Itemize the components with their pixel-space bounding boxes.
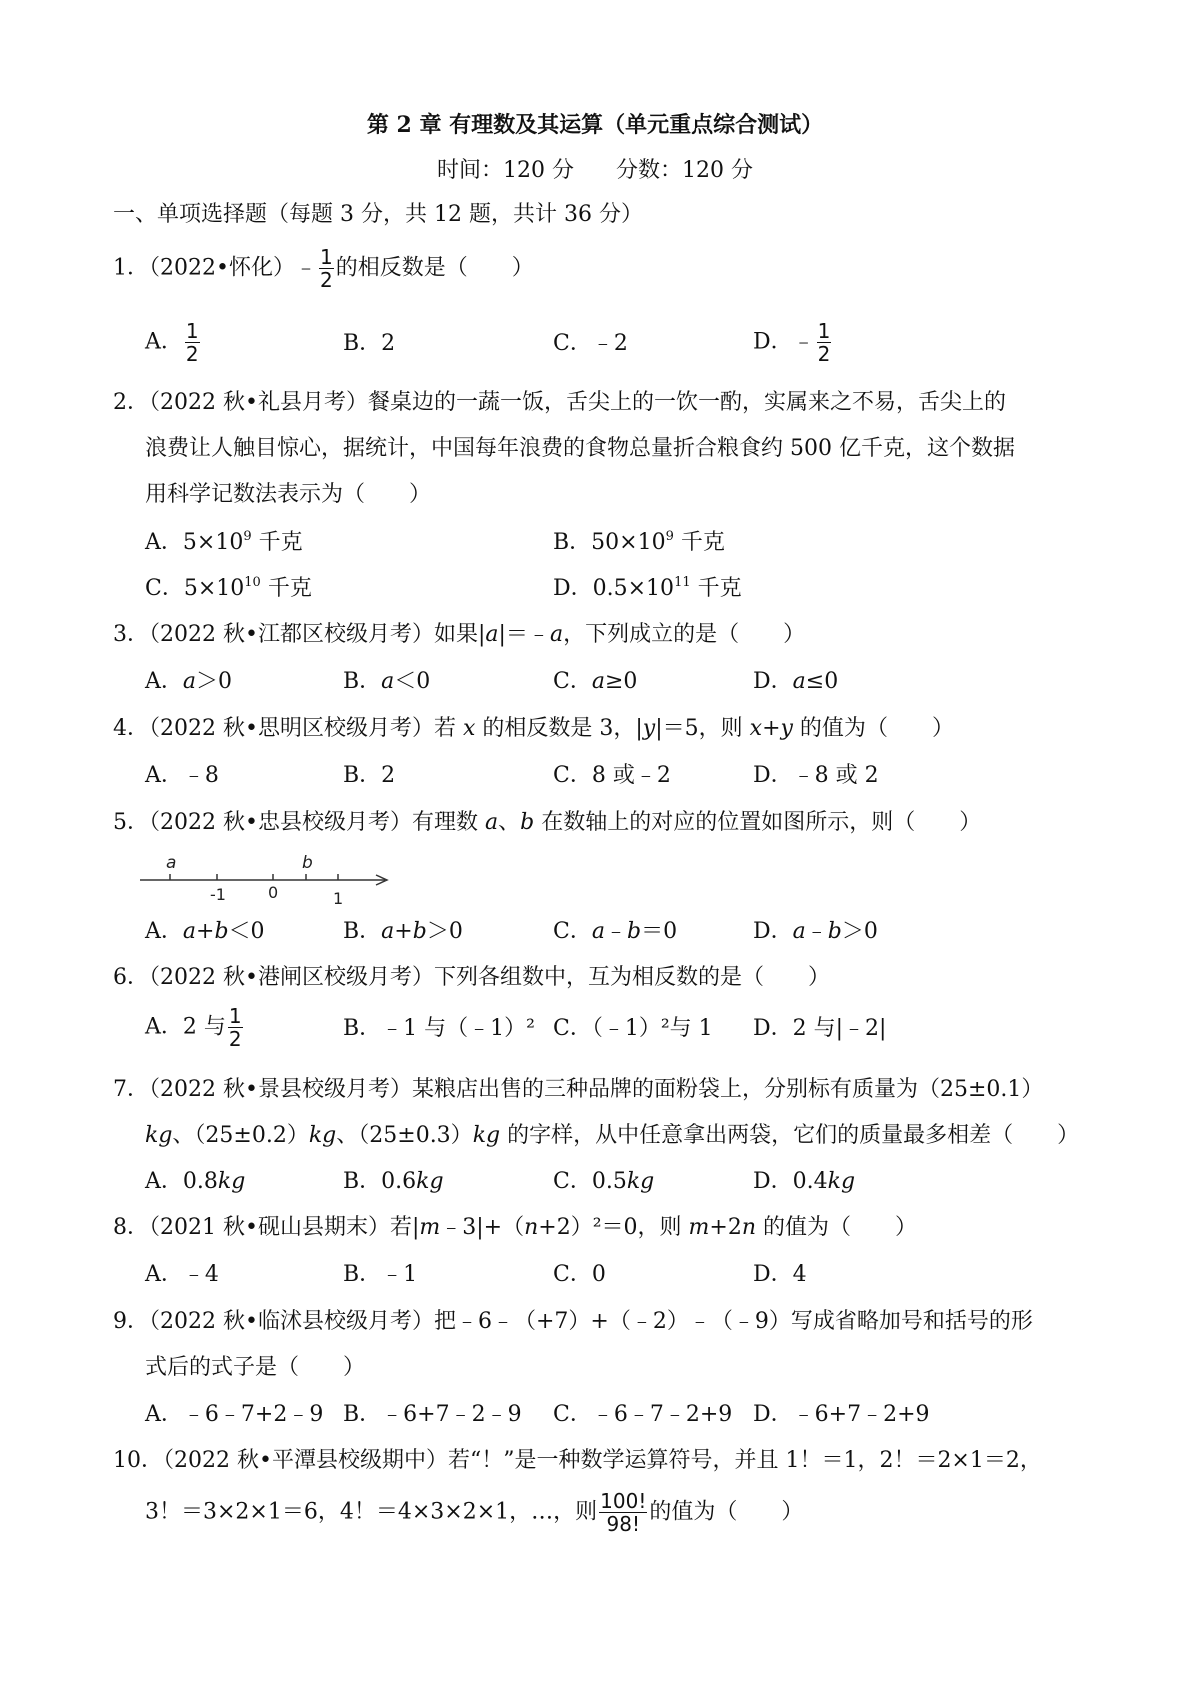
q10-text-2: 3！＝3×2×1＝6，4！＝4×3×2×1，…，则 bbox=[145, 1499, 598, 1525]
q9-text-2: 式后的式子是 bbox=[145, 1355, 278, 1380]
q8-text: 的值为 bbox=[756, 1215, 830, 1240]
operator: + bbox=[196, 919, 215, 944]
q3-text: 如果| bbox=[433, 622, 486, 647]
unit-kg: kg bbox=[416, 1169, 444, 1194]
option-text: 8 或﹣2 bbox=[591, 763, 671, 788]
value: 0.4 bbox=[792, 1169, 828, 1194]
q9-line-1 bbox=[113, 1307, 1033, 1337]
option-text: ﹣8 或 2 bbox=[792, 763, 879, 788]
var-a: a bbox=[792, 669, 806, 694]
var-a: a bbox=[591, 919, 605, 944]
unit: 千克 bbox=[260, 576, 312, 601]
option-text: ﹣4 bbox=[182, 1262, 219, 1287]
relation: ＜0 bbox=[394, 669, 431, 694]
question-8 bbox=[113, 1213, 917, 1243]
q8-option-a[interactable] bbox=[145, 1260, 219, 1290]
q5-option-c[interactable] bbox=[553, 917, 677, 947]
q5-source: （2022 秋•忠县校级月考） bbox=[149, 810, 412, 835]
option-label: C． bbox=[553, 1262, 592, 1287]
q5-number: 5． bbox=[113, 810, 149, 835]
var-y: y bbox=[780, 716, 793, 741]
q2-text-1: （2022 秋•礼县月考）餐桌边的一蔬一饭，舌尖上的一饮一酌，实属来之不易，舌尖上的 bbox=[149, 390, 1006, 415]
unit-kg: kg bbox=[217, 1169, 246, 1194]
q1-option-d-fraction bbox=[817, 320, 832, 365]
option-text: 2 与 bbox=[182, 1014, 226, 1040]
var-b: b bbox=[827, 919, 842, 944]
q8-option-b[interactable] bbox=[343, 1260, 417, 1290]
var-a: a bbox=[549, 622, 564, 647]
option-label: D． bbox=[753, 919, 793, 944]
q4-option-a[interactable] bbox=[145, 761, 219, 791]
q4-text: 的相反数是 3，| bbox=[475, 716, 643, 741]
option-label: A． bbox=[145, 329, 183, 355]
q1-option-d[interactable] bbox=[753, 320, 833, 365]
q3-option-a[interactable] bbox=[145, 667, 232, 697]
option-text: ﹣6+7﹣2+9 bbox=[792, 1402, 930, 1427]
option-label: A． bbox=[145, 1169, 183, 1194]
option-label: A． bbox=[145, 1402, 183, 1427]
option-label: D． bbox=[753, 669, 793, 694]
unit-kg: kg bbox=[827, 1169, 856, 1194]
q4-text: |＝5，则 bbox=[655, 716, 750, 741]
q7-option-a[interactable] bbox=[145, 1167, 245, 1197]
q4-option-c[interactable] bbox=[553, 761, 671, 791]
q6-stem: （2022 秋•港闸区校级月考）下列各组数中，互为相反数的是 bbox=[149, 965, 742, 990]
operator: ﹣ bbox=[805, 919, 828, 944]
q5-text: 在数轴上的对应的位置如图所示，则 bbox=[534, 810, 894, 835]
negative-sign: ﹣ bbox=[792, 329, 815, 355]
option-text: ﹣6+7﹣2﹣9 bbox=[381, 1402, 522, 1427]
q4-source: （2022 秋•思明区校级月考） bbox=[149, 716, 434, 741]
q9-line-2 bbox=[145, 1353, 365, 1383]
q3-text: ，下列成立的是 bbox=[563, 622, 718, 647]
numerator: 1 bbox=[228, 1004, 242, 1028]
q7-line-2 bbox=[145, 1121, 1079, 1151]
question-3 bbox=[113, 620, 805, 650]
q6-option-a[interactable] bbox=[145, 1005, 245, 1050]
q4-number: 4． bbox=[113, 716, 149, 741]
option-label: B． bbox=[343, 669, 382, 694]
unit-kg: kg bbox=[145, 1123, 173, 1148]
option-label: A． bbox=[145, 669, 183, 694]
option-label: D． bbox=[753, 1169, 793, 1194]
q1-fraction bbox=[319, 246, 334, 291]
q1-denominator: 2 bbox=[319, 268, 333, 292]
q2-line-2: 浪费让人触目惊心，据统计，中国每年浪费的食物总量折合粮食约 500 亿千克，这个数据 bbox=[145, 436, 1015, 461]
option-label: B． bbox=[343, 1402, 382, 1427]
var-y: y bbox=[642, 716, 656, 741]
var-n: n bbox=[524, 1215, 539, 1240]
q7-text: 、（25±0.2） bbox=[172, 1123, 309, 1148]
q4-text: 的值为 bbox=[792, 716, 866, 741]
relation: ＞0 bbox=[841, 919, 878, 944]
option-label: C． bbox=[553, 919, 592, 944]
var-a: a bbox=[182, 919, 197, 944]
q1-numerator: 1 bbox=[319, 245, 333, 269]
var-b: b bbox=[214, 919, 229, 944]
number-line-figure bbox=[130, 848, 400, 906]
tick-label-minus-1: -1 bbox=[210, 885, 226, 904]
option-label: D． bbox=[753, 1262, 793, 1287]
option-label: B． bbox=[553, 530, 592, 555]
q7-text: 、（25±0.3） bbox=[336, 1123, 473, 1148]
option-label: A． bbox=[145, 530, 183, 555]
q2-option-b[interactable] bbox=[553, 528, 725, 558]
option-label: B． bbox=[343, 1169, 382, 1194]
answer-blank: （ ） bbox=[741, 965, 830, 990]
q9-number: 9． bbox=[113, 1309, 149, 1334]
denominator: 2 bbox=[228, 1027, 242, 1051]
exponent: 9 bbox=[243, 529, 252, 544]
q1-option-a[interactable] bbox=[145, 320, 202, 365]
option-label: C． bbox=[553, 1402, 592, 1427]
value: 0.8 bbox=[182, 1169, 218, 1194]
q2-option-d[interactable] bbox=[553, 574, 742, 604]
denominator: 2 bbox=[185, 342, 199, 366]
point-a-label: a bbox=[166, 853, 177, 873]
option-text: 2 与|﹣2| bbox=[792, 1016, 887, 1041]
q9-option-c[interactable] bbox=[553, 1400, 732, 1430]
q10-text-1: （2022 秋•平潭县校级期中）若“！”是一种数学运算符号，并且 1！＝1，2！＝2×1＝2， bbox=[163, 1448, 1042, 1473]
q1-negative-sign: ﹣ bbox=[294, 255, 317, 281]
option-label: C． bbox=[553, 331, 592, 356]
q8-text: +2 bbox=[709, 1215, 742, 1240]
option-label: A． bbox=[145, 919, 183, 944]
question-5 bbox=[113, 808, 981, 838]
var-m: m bbox=[419, 1215, 441, 1240]
q10-text-3: 的值为 bbox=[649, 1499, 716, 1525]
q10-fraction bbox=[599, 1490, 647, 1535]
relation: ＜0 bbox=[228, 919, 265, 944]
q8-text: ﹣3|+（ bbox=[440, 1215, 525, 1240]
q5-text: 有理数 bbox=[411, 810, 485, 835]
unit: 千克 bbox=[690, 576, 742, 601]
relation: ≤0 bbox=[805, 669, 839, 694]
var-a: a bbox=[484, 810, 499, 835]
option-text: 2 bbox=[381, 331, 396, 356]
q10-line-1 bbox=[113, 1446, 1042, 1476]
q3-source: （2022 秋•江都区校级月考） bbox=[149, 622, 434, 647]
tick-label-1: 1 bbox=[333, 889, 344, 906]
q8-source: （2021 秋•砚山县期末） bbox=[149, 1215, 390, 1240]
q5-option-d[interactable] bbox=[753, 917, 878, 947]
q8-text: 若| bbox=[389, 1215, 420, 1240]
q2-line-3 bbox=[145, 480, 431, 510]
q1-option-b[interactable] bbox=[343, 329, 395, 359]
denominator: 2 bbox=[817, 342, 831, 366]
option-label: D． bbox=[553, 576, 593, 601]
q3-option-b[interactable] bbox=[343, 667, 430, 697]
var-a: a bbox=[381, 919, 395, 944]
unit-kg: kg bbox=[626, 1169, 655, 1194]
q1-option-a-fraction bbox=[185, 320, 200, 365]
q1-option-c[interactable] bbox=[553, 329, 628, 359]
value: 0.6 bbox=[381, 1169, 417, 1194]
option-text: ﹣1 与（﹣1）² bbox=[381, 1016, 535, 1041]
answer-blank: （ ） bbox=[893, 810, 982, 835]
option-label: B． bbox=[343, 331, 382, 356]
section-heading: 一、单项选择题（每题 3 分，共 12 题，共计 36 分） bbox=[113, 202, 643, 227]
q7-text-1: （2022 秋•景县校级月考）某粮店出售的三种品牌的面粉袋上，分别标有质量为（25±0.1） bbox=[149, 1077, 1044, 1102]
option-text: ﹣2 bbox=[591, 331, 628, 356]
option-label: C． bbox=[553, 763, 592, 788]
q9-option-a[interactable] bbox=[145, 1400, 323, 1430]
exponent: 9 bbox=[665, 529, 674, 544]
q4-option-b[interactable] bbox=[343, 761, 395, 791]
answer-blank: （ ） bbox=[445, 255, 534, 281]
base: 5×10 bbox=[182, 530, 244, 555]
unit-kg: kg bbox=[472, 1123, 501, 1148]
q7-option-c[interactable] bbox=[553, 1167, 654, 1197]
q7-number: 7． bbox=[113, 1077, 149, 1102]
operator: ﹣ bbox=[604, 919, 627, 944]
option-label: D． bbox=[753, 763, 793, 788]
var-a: a bbox=[182, 669, 197, 694]
q6-option-a-fraction bbox=[228, 1005, 243, 1050]
answer-blank: （ ） bbox=[715, 1499, 804, 1525]
q2-option-c[interactable] bbox=[145, 574, 312, 604]
option-label: C． bbox=[553, 1169, 592, 1194]
unit-kg: kg bbox=[308, 1123, 337, 1148]
answer-blank: （ ） bbox=[991, 1123, 1080, 1148]
var-x: x bbox=[749, 716, 763, 741]
var-a: a bbox=[485, 622, 499, 647]
var-b: b bbox=[626, 919, 642, 944]
operator: + bbox=[394, 919, 413, 944]
answer-blank: （ ） bbox=[343, 482, 432, 507]
answer-blank: （ ） bbox=[865, 716, 954, 741]
var-a: a bbox=[591, 669, 605, 694]
option-label: C． bbox=[553, 1016, 592, 1041]
option-text: 2 bbox=[381, 763, 396, 788]
option-text: 4 bbox=[792, 1262, 807, 1287]
q2-number: 2． bbox=[113, 390, 149, 415]
q6-option-d[interactable] bbox=[753, 1014, 886, 1044]
q8-option-d[interactable] bbox=[753, 1260, 807, 1290]
option-text: （﹣1）²与 1 bbox=[591, 1016, 713, 1041]
option-label: D． bbox=[753, 1016, 793, 1041]
answer-blank: （ ） bbox=[717, 622, 806, 647]
var-b: b bbox=[412, 919, 427, 944]
q10-number: 10． bbox=[113, 1448, 163, 1473]
q2-text-3: 用科学记数法表示为 bbox=[145, 482, 344, 507]
q7-text: 的字样，从中任意拿出两袋，它们的质量最多相差 bbox=[500, 1123, 992, 1148]
q3-option-c[interactable] bbox=[553, 667, 637, 697]
option-label: C． bbox=[145, 576, 184, 601]
option-text: ﹣1 bbox=[381, 1262, 418, 1287]
numerator: 1 bbox=[817, 319, 831, 343]
option-text: 0 bbox=[591, 1262, 606, 1287]
relation: ＝0 bbox=[641, 919, 678, 944]
q9-text-1: （2022 秋•临沭县校级月考）把﹣6﹣（+7）+（﹣2）﹣（﹣9）写成省略加号和括号的形 bbox=[149, 1309, 1033, 1334]
q2-option-a[interactable] bbox=[145, 528, 303, 558]
q3-number: 3． bbox=[113, 622, 149, 647]
relation: ≥0 bbox=[604, 669, 638, 694]
q9-option-b[interactable] bbox=[343, 1400, 522, 1430]
var-m: m bbox=[688, 1215, 710, 1240]
plus-sign: + bbox=[762, 716, 781, 741]
var-a: a bbox=[792, 919, 806, 944]
option-label: A． bbox=[145, 763, 183, 788]
q7-option-d[interactable] bbox=[753, 1167, 855, 1197]
q9-option-d[interactable] bbox=[753, 1400, 930, 1430]
answer-blank: （ ） bbox=[829, 1215, 918, 1240]
option-text: ﹣6﹣7+2﹣9 bbox=[182, 1402, 324, 1427]
exponent: 10 bbox=[244, 575, 261, 590]
q6-option-b[interactable] bbox=[343, 1014, 535, 1044]
option-label: A． bbox=[145, 1262, 183, 1287]
numerator: 1 bbox=[185, 319, 199, 343]
q7-option-b[interactable] bbox=[343, 1167, 444, 1197]
relation: ＞0 bbox=[196, 669, 233, 694]
question-4 bbox=[113, 714, 954, 744]
unit: 千克 bbox=[251, 530, 303, 555]
option-label: B． bbox=[343, 763, 382, 788]
q5-option-a[interactable] bbox=[145, 917, 265, 947]
point-b-label: b bbox=[302, 853, 313, 873]
q1-stem: 的相反数是 bbox=[335, 255, 446, 281]
page-title: 第 2 章 有理数及其运算（单元重点综合测试） bbox=[366, 112, 824, 138]
q8-text: +2）²＝0，则 bbox=[538, 1215, 689, 1240]
q1-source: （2022•怀化） bbox=[149, 255, 295, 281]
separator: 、 bbox=[498, 810, 521, 835]
var-b: b bbox=[520, 810, 535, 835]
q5-option-b[interactable] bbox=[343, 917, 463, 947]
option-label: A． bbox=[145, 1014, 183, 1040]
option-label: B． bbox=[343, 1262, 382, 1287]
base: 0.5×10 bbox=[592, 576, 675, 601]
option-label: B． bbox=[343, 919, 382, 944]
q6-option-c[interactable] bbox=[553, 1014, 713, 1044]
q2-line-1 bbox=[113, 388, 1006, 418]
exponent: 11 bbox=[674, 575, 691, 590]
q8-number: 8． bbox=[113, 1215, 149, 1240]
option-label: D． bbox=[753, 1402, 793, 1427]
var-n: n bbox=[741, 1215, 757, 1240]
option-label: D． bbox=[753, 329, 793, 355]
question-1 bbox=[113, 246, 534, 291]
option-text: ﹣6﹣7﹣2+9 bbox=[591, 1402, 733, 1427]
exam-info: 时间：120 分 分数：120 分 bbox=[437, 158, 753, 183]
question-6 bbox=[113, 963, 830, 993]
option-label: B． bbox=[343, 1016, 382, 1041]
relation: ＞0 bbox=[426, 919, 463, 944]
option-text: ﹣8 bbox=[182, 763, 219, 788]
base: 50×10 bbox=[591, 530, 666, 555]
value: 0.5 bbox=[591, 1169, 627, 1194]
q10-line-2 bbox=[145, 1490, 803, 1535]
q4-text: 若 bbox=[433, 716, 463, 741]
q3-option-d[interactable] bbox=[753, 667, 838, 697]
option-label: C． bbox=[553, 669, 592, 694]
base: 5×10 bbox=[183, 576, 245, 601]
q7-line-1 bbox=[113, 1075, 1043, 1105]
numerator: 100! bbox=[600, 1489, 647, 1513]
var-a: a bbox=[381, 669, 395, 694]
tick-label-0: 0 bbox=[268, 883, 279, 902]
q1-number: 1． bbox=[113, 255, 149, 281]
denominator: 98! bbox=[606, 1512, 640, 1536]
q6-number: 6． bbox=[113, 965, 149, 990]
q4-option-d[interactable] bbox=[753, 761, 879, 791]
unit: 千克 bbox=[673, 530, 725, 555]
q8-option-c[interactable] bbox=[553, 1260, 606, 1290]
var-x: x bbox=[462, 716, 476, 741]
q3-text: |＝﹣ bbox=[498, 622, 550, 647]
answer-blank: （ ） bbox=[277, 1355, 366, 1380]
